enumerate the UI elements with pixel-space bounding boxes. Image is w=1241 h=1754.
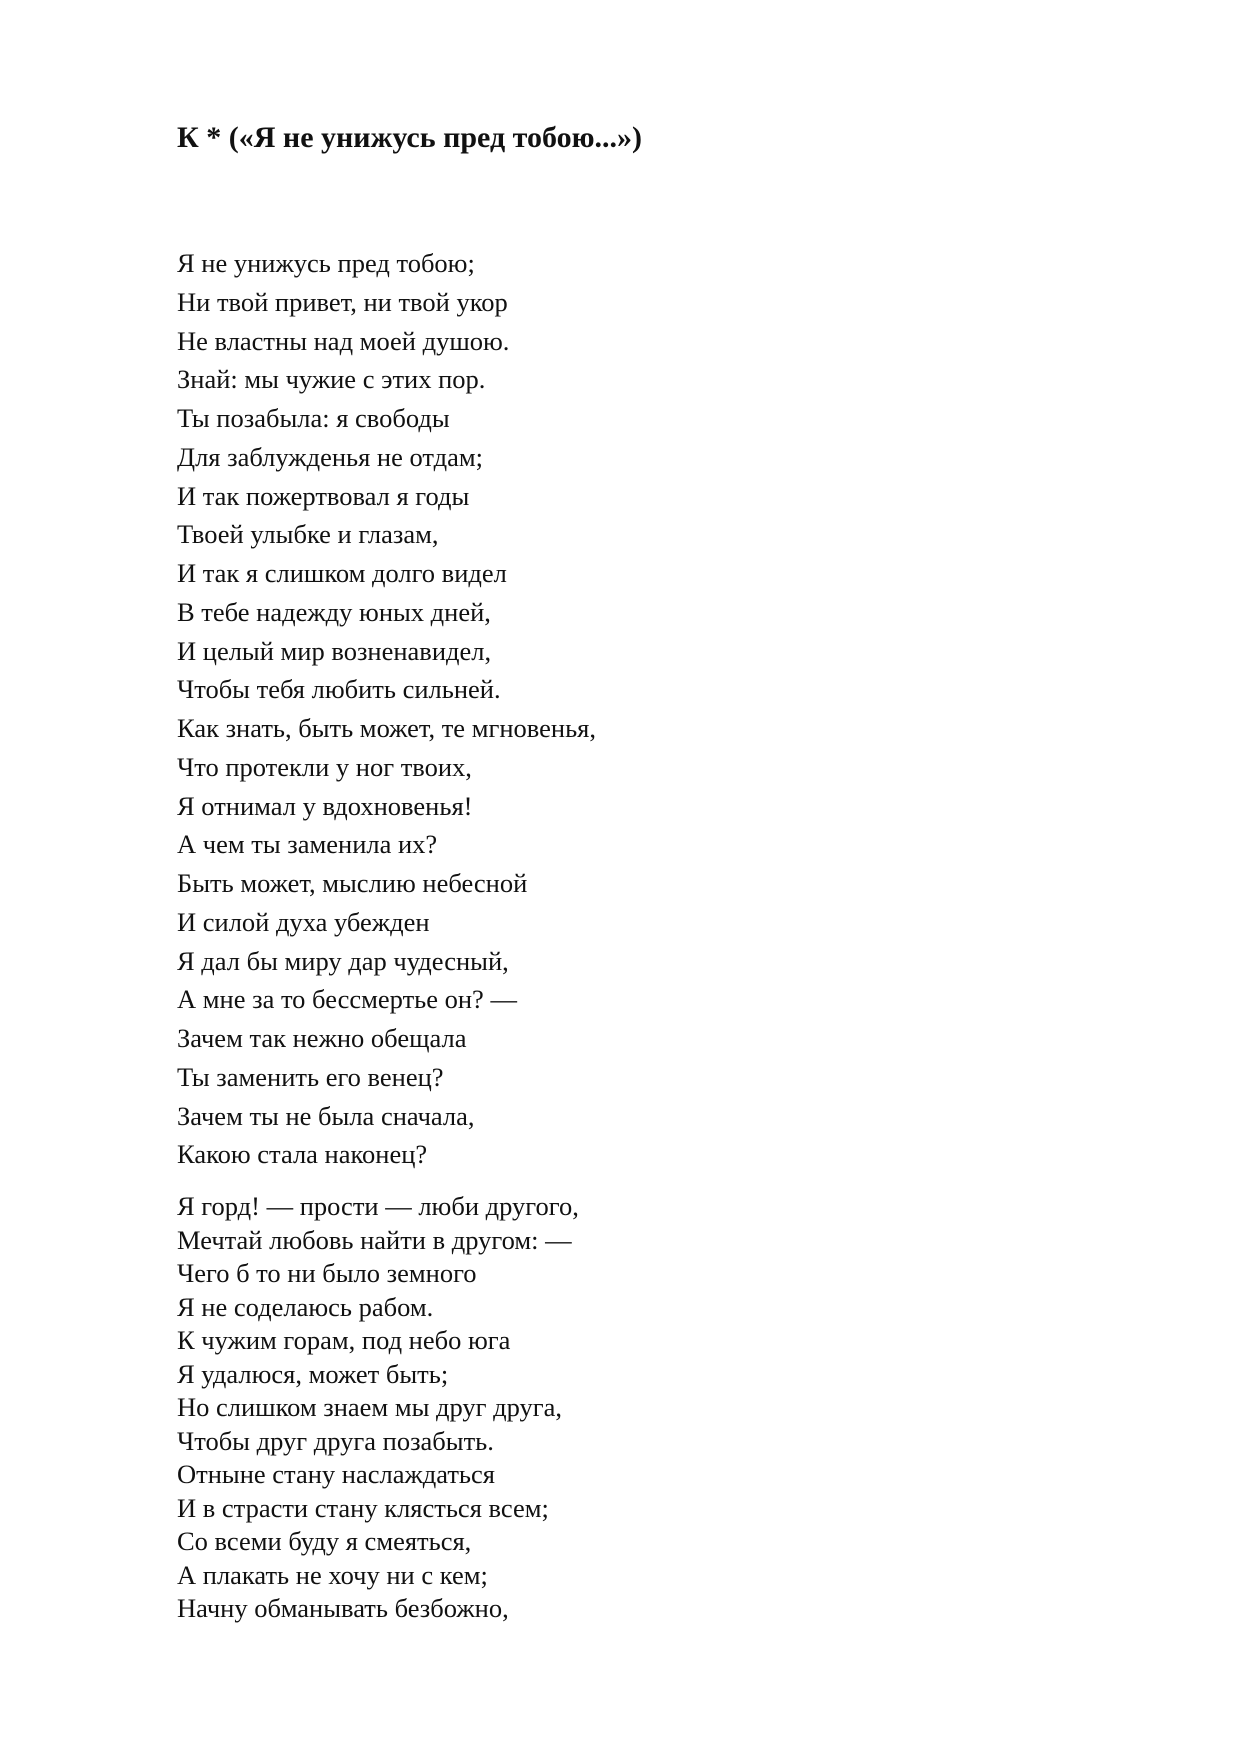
poem-line: Чтобы тебя любить сильней. <box>177 674 501 705</box>
poem-line: Зачем так нежно обещала <box>177 1023 467 1053</box>
poem-title: К * («Я не унижусь пред тобою...») <box>177 121 643 154</box>
poem-line: Твоей улыбке и глазам, <box>177 519 439 550</box>
poem-line: Я удалюся, может быть; <box>177 1358 449 1389</box>
poem-line: Ты позабыла: я свободы <box>177 403 450 433</box>
poem-line: Я горд! — прости — люби другого, <box>177 1191 579 1221</box>
poem-line: К чужим горам, под небо юга <box>177 1325 511 1355</box>
poem-line: Ты заменить его венец? <box>177 1061 444 1092</box>
poem-line: Я не соделаюсь рабом. <box>177 1291 434 1322</box>
poem-line: А плакать не хочу ни с кем; <box>177 1559 488 1590</box>
poem-line: В тебе надежду юных дней, <box>177 596 491 627</box>
poem-line: Отныне стану наслаждаться <box>177 1459 495 1489</box>
poem-line: Но слишком знаем мы друг друга, <box>177 1392 563 1422</box>
poem-line: Я не унижусь пред тобою; <box>177 248 475 278</box>
poem-line: А мне за то бессмертье он? — <box>177 984 517 1015</box>
poem-line: Для заблужденья не отдам; <box>177 441 484 472</box>
poem-line: Ни твой привет, ни твой укор <box>177 286 508 317</box>
poem-line: А чем ты заменила их? <box>177 829 438 860</box>
poem-line: Как знать, быть может, те мгновенья, <box>177 713 596 743</box>
poem-line: Знай: мы чужие с этих пор. <box>177 364 486 395</box>
poem-line: Я отнимал у вдохновенья! <box>177 790 473 821</box>
poem-line: Какою стала наконец? <box>177 1139 428 1170</box>
stanza-2 <box>177 1190 579 1626</box>
poem-line: И целый мир возненавидел, <box>177 635 492 666</box>
poem-line: И силой духа убежден <box>177 906 430 937</box>
poem-line: Начну обманывать безбожно, <box>177 1593 509 1623</box>
poem-line: Со всеми буду я смеяться, <box>177 1526 472 1556</box>
poem-line: Что протекли у ног твоих, <box>177 751 472 782</box>
stanza-1 <box>177 244 596 1174</box>
poem-line: И так я слишком долго видел <box>177 558 507 588</box>
poem-line: Я дал бы миру дар чудесный, <box>177 945 509 976</box>
poem-line: Не властны над моей душою. <box>177 325 510 356</box>
poem-line: И так пожертвовал я годы <box>177 480 470 511</box>
poem-line: И в страсти стану клясться всем; <box>177 1492 549 1523</box>
poem-line: Мечтай любовь найти в другом: — <box>177 1224 572 1255</box>
poem-line: Быть может, мыслию небесной <box>177 868 528 898</box>
poem-line: Чего б то ни было земного <box>177 1258 477 1288</box>
poem-line: Чтобы друг друга позабыть. <box>177 1425 494 1456</box>
poem-line: Зачем ты не была сначала, <box>177 1100 475 1131</box>
